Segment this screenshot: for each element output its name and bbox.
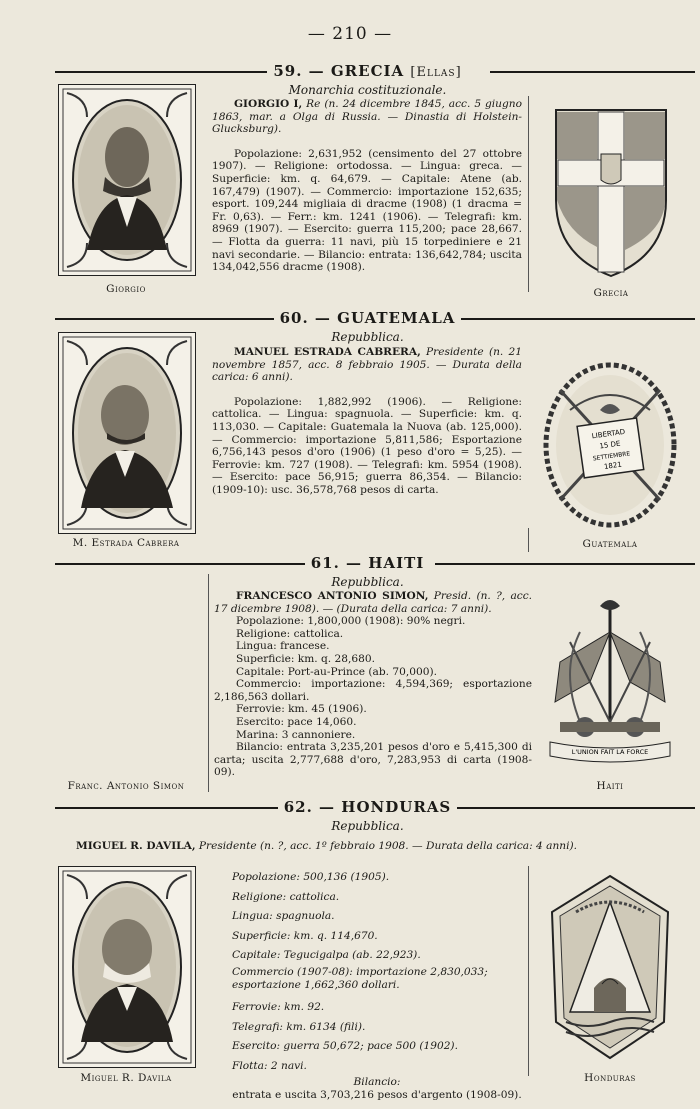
haiti-line-7: Esercito: pace 14,060.: [236, 715, 357, 728]
ruler-name-greece: GIORGIO I,: [234, 98, 303, 110]
body-guatemala: [212, 346, 522, 497]
emblem-text-4: 1821: [603, 460, 623, 471]
portrait-caption-guatemala: M. Estrada Cabrera: [72, 537, 180, 549]
haiti-line-2: Lingua: francese.: [236, 640, 330, 653]
subtitle-honduras: Repubblica.: [331, 819, 404, 833]
body-honduras: [232, 868, 522, 1102]
stats-greece: Popolazione: 2,631,952 (censimento del 27 ottobre 1907). — Religione: ortodossa. — Lingua: greca. — Superficie: km. q. 64,679. — Capitale: Atene (ab. 167,479) (1907). — Commercio: importazione 152,635; esport. 109,244 migliaia di dracme (1908) (1 dracma = Fr. 0,63). — Ferr.: km. 1241 (1906). — Telegrafi: km. 8969 (1907). — Esercito: guerra 115,200; pace 28,667. — Flotta da guerra: 11 navi, più 15 torpediniere e 21 navi secondarie. — Bilancio: entrata: 136,642,784; uscita 134,042,556 dracme (1908).: [212, 147, 522, 274]
haiti-line-0: Popolazione: 1,800,000 (1908): 90% negri.: [236, 615, 466, 628]
portrait-caption-honduras: Miguel R. Davila: [80, 1072, 172, 1084]
emblem-caption-haiti: Haiti: [596, 780, 624, 792]
honduras-line-11: entrata e uscita 3,703,216 pesos d'argento (1908-09).: [232, 1089, 522, 1102]
subtitle-haiti: Repubblica.: [331, 575, 404, 589]
haiti-line-4: Capitale: Port-au-Prince (ab. 70,000).: [236, 665, 437, 678]
ruler-honduras: [76, 840, 686, 853]
heading-haiti: 61. — HAITI: [305, 554, 431, 572]
divider-greece: [528, 96, 529, 292]
portrait-caption-greece: Giorgio: [106, 283, 146, 295]
ruler-bio-haiti: Presid. (n. ?, acc. 17 dicembre 1908). — (Durata della carica: 7 anni).: [214, 590, 532, 615]
section-heading-greece: [40, 62, 695, 82]
portrait-caption-haiti: Franc. Antonio Simon: [67, 780, 185, 792]
emblem-haiti: [540, 592, 680, 774]
section-heading-honduras: [40, 798, 695, 818]
honduras-line-10: Bilancio:: [353, 1076, 401, 1089]
ruler-name-guatemala: MANUEL ESTRADA CABRERA,: [234, 346, 421, 358]
heading-note-greece: [Ellas]: [410, 65, 462, 80]
honduras-line-5: Commercio (1907-08): importazione 2,830,033; esportazione 1,662,360 dollari.: [232, 965, 488, 991]
ruler-name-honduras: MIGUEL R. DAVILA,: [76, 840, 196, 852]
portrait-guatemala: [58, 332, 196, 534]
heading-greece: 59. — GRECIA: [273, 62, 405, 80]
subtitle-guatemala: Repubblica.: [331, 330, 404, 344]
honduras-line-0: Popolazione: 500,136 (1905).: [232, 871, 390, 883]
haiti-line-9: Bilancio: entrata 3,235,201 pesos d'oro e 5,415,300 di carta; uscita 2,777,688 d'oro, 7,283,953 di carta (1908-09).: [214, 741, 532, 779]
emblem-honduras: [546, 872, 674, 1066]
haiti-line-8: Marina: 3 cannoniere.: [236, 728, 356, 741]
emblem-caption-guatemala: Guatemala: [582, 538, 638, 550]
emblem-motto-haiti: L'UNION FAIT LA FORCE: [571, 748, 649, 756]
ruler-bio-guatemala: Presidente (n. 21 novembre 1857, acc. 8 febbraio 1905. — Durata della carica: 6 anni).: [212, 346, 522, 384]
honduras-line-3: Superficie: km. q. 114,670.: [232, 929, 378, 942]
body-greece: [212, 98, 522, 274]
ruler-bio-greece: Re (n. 24 dicembre 1845, acc. 5 giugno 1863, mar. a Olga di Russia. — Dinastia di Holstein-Glucksburg).: [212, 98, 522, 136]
page-number: — 210 —: [307, 24, 393, 44]
honduras-line-8: Esercito: guerra 50,672; pace 500 (1902).: [232, 1040, 458, 1053]
honduras-line-6: Ferrovie: km. 92.: [232, 1000, 325, 1013]
haiti-line-1: Religione: cattolica.: [236, 627, 344, 640]
divider-haiti-left: [208, 574, 209, 792]
section-heading-guatemala: [40, 309, 695, 329]
stats-guatemala: Popolazione: 1,882,992 (1906). — Religione: cattolica. — Lingua: spagnuola. — Superficie: km. q. 113,030. — Capitale: Guatemala la Nuova (ab. 125,000). — Commercio: importazione 5,811,586; Esportazione 6,756,143 pesos d'oro (1906) (1 peso d'oro = 5,25). — Ferrovie: km. 727 (1908). — Telegrafi: km. 5954 (1908). — Esercito: pace 56,915; guerra 86,354. — Bilancio: (1909-10): usc. 36,578,768 pesos di carta.: [212, 395, 522, 496]
subtitle-greece: Monarchia costituzionale.: [288, 83, 447, 97]
portrait-honduras: [58, 866, 196, 1068]
honduras-line-9: Flotta: 2 navi.: [232, 1059, 307, 1072]
emblem-text-1: LIBERTAD: [591, 427, 626, 441]
honduras-line-1: Religione: cattolica.: [232, 890, 340, 903]
section-heading-haiti: [40, 554, 695, 574]
honduras-line-2: Lingua: spagnuola.: [232, 910, 335, 923]
haiti-line-3: Superficie: km. q. 28,680.: [236, 652, 375, 665]
honduras-line-4: Capitale: Tegucigalpa (ab. 22,923).: [232, 949, 421, 962]
body-haiti: [214, 590, 532, 779]
haiti-line-5: Commercio: importazione: 4,594,369; esportazione 2,186,563 dollari.: [214, 678, 532, 703]
ruler-bio-honduras: Presidente (n. ?, acc. 1º febbraio 1908. — Durata della carica: 4 anni).: [198, 840, 577, 852]
heading-guatemala: 60. — GUATEMALA: [274, 309, 462, 327]
honduras-line-7: Telegrafi: km. 6134 (fili).: [232, 1020, 366, 1033]
emblem-caption-greece: Grecia: [593, 287, 629, 299]
portrait-greece: [58, 84, 196, 276]
emblem-text-3: SETTIEMBRE: [592, 450, 631, 463]
emblem-caption-honduras: Honduras: [584, 1072, 636, 1084]
haiti-line-6: Ferrovie: km. 45 (1906).: [236, 703, 367, 716]
emblem-text-2: 15 DE: [599, 439, 621, 451]
heading-honduras: 62. — HONDURAS: [278, 798, 458, 816]
ruler-name-haiti: FRANCESCO ANTONIO SIMON,: [236, 590, 429, 602]
divider-guatemala: [528, 528, 529, 552]
divider-honduras: [528, 866, 529, 1076]
emblem-greece: [551, 100, 671, 284]
emblem-guatemala: [540, 350, 680, 539]
